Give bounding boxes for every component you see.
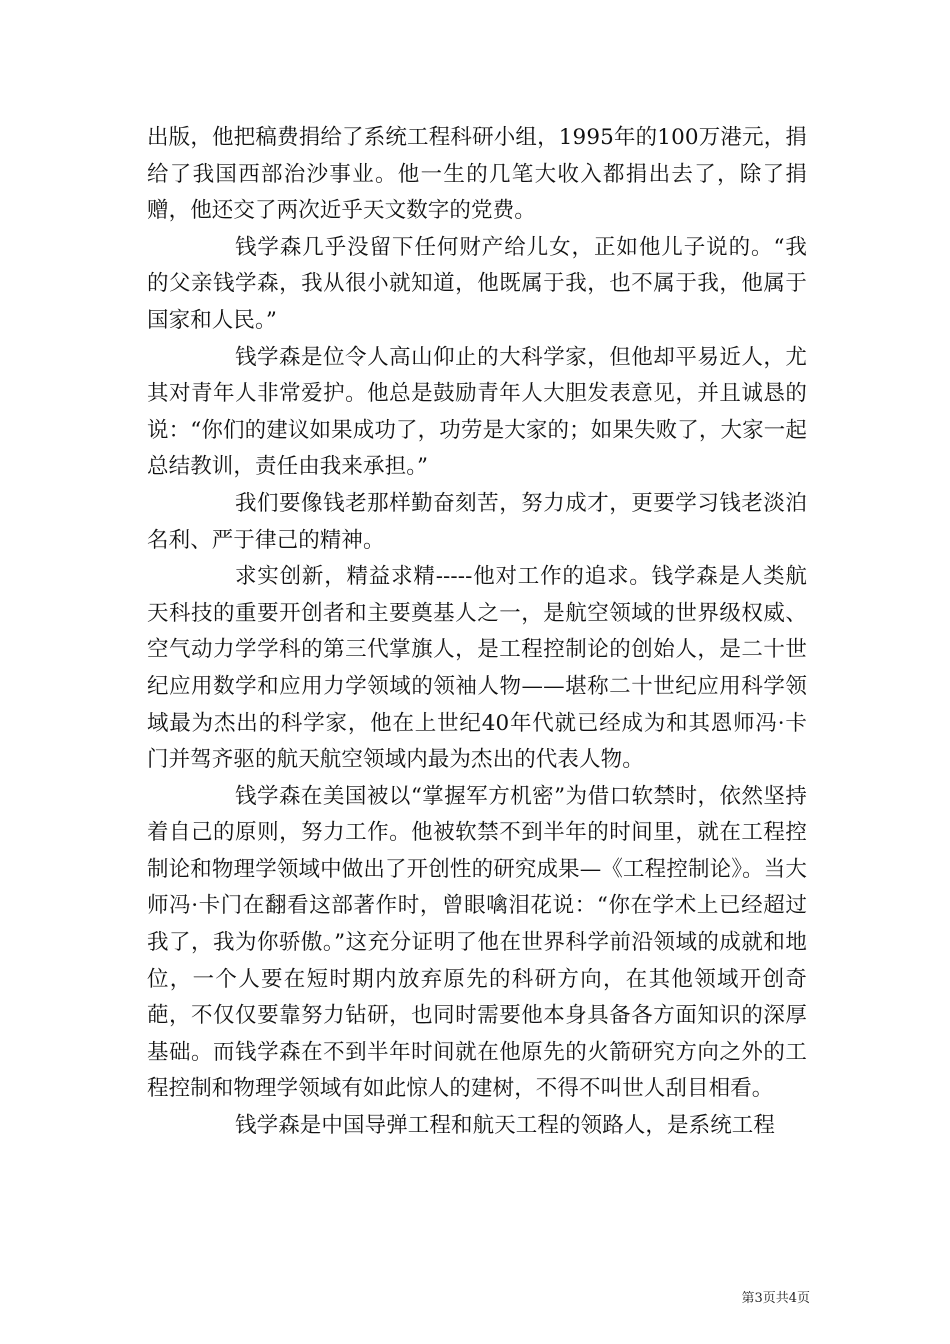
- paragraph-innovation: 求实创新，精益求精-----他对工作的追求。钱学森是人类航天科技的重要开创者和主要奠基人之一，是航空领域的世界级权威、空气动力学学科的第三代掌旗人，是工程控制论的创始人，是二十世纪应用数学和应用力学领域的领袖人物——堪称二十世纪应用科学领域最为杰出的科学家，他在上世纪40年代就已经成为和其恩师冯·卡门并驾齐驱的航天航空领域内最为杰出的代表人物。: [147, 564, 807, 773]
- paragraph-missile-pioneer: 钱学森是中国导弹工程和航天工程的领路人，是系统工程: [235, 1113, 776, 1139]
- paragraph-son-quote: 钱学森几乎没留下任何财产给儿女，正如他儿子说的。“我的父亲钱学森，我从很小就知道，他既属于我，也不属于我，他属于国家和人民。”: [147, 234, 807, 333]
- paragraph-house-arrest: 钱学森在美国被以“掌握军方机密”为借口软禁时，依然坚持着自己的原则，努力工作。他被软禁不到半年的时间里，就在工程控制论和物理学领域中做出了开创性的研究成果—《工程控制论》。当大师冯·卡门在翻看这部著作时，曾眼噙泪花说：“你在学术上已经超过我了，我为你骄傲。”这充分证明了他在世界科学前沿领域的成就和地位，一个人要在短时期内放弃原先的科研方向，在其他领域开创奇葩，不仅仅要靠努力钻研，也同时需要他本身具备各方面知识的深厚基础。而钱学森在不到半年时间就在他原先的火箭研究方向之外的工程控制和物理学领域有如此惊人的建树，不得不叫世人刮目相看。: [147, 783, 807, 1102]
- paragraph-donations: 出版，他把稿费捐给了系统工程科研小组，1995年的100万港元，捐给了我国西部治沙事业。他一生的几笔大收入都捐出去了，除了捐赠，他还交了两次近乎天文数字的党费。: [147, 125, 807, 224]
- page-number-footer: 第3页共4页: [741, 1291, 810, 1306]
- paragraph-youth-care: 钱学森是位令人高山仰止的大科学家，但他却平易近人，尤其对青年人非常爱护。他总是鼓励青年人大胆发表意见，并且诚恳的说：“你们的建议如果成功了，功劳是大家的；如果失败了，大家一起总结教训，责任由我来承担。”: [147, 344, 807, 480]
- document-body: [147, 120, 807, 1145]
- paragraph-learn-spirit: 我们要像钱老那样勤奋刻苦，努力成才，更要学习钱老淡泊名利、严于律己的精神。: [147, 490, 807, 553]
